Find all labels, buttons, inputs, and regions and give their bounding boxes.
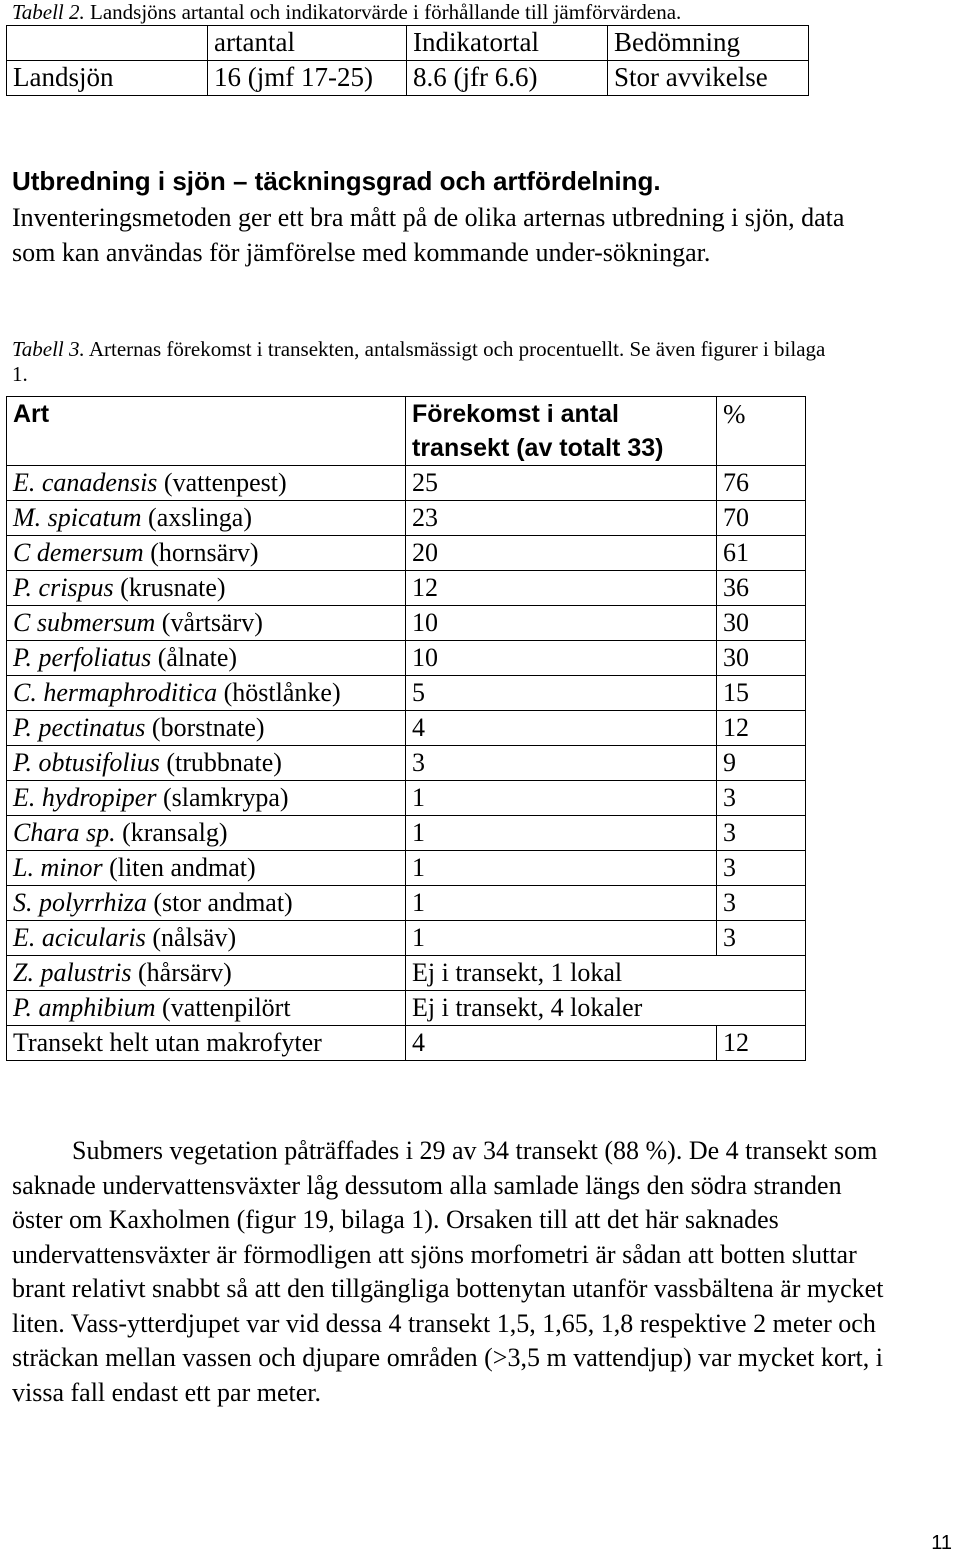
species-cell: [7, 991, 406, 1026]
species-name: C. hermaphroditica: [13, 678, 218, 707]
common-name: (stor andmat): [146, 888, 293, 917]
species-cell: [7, 466, 406, 501]
header-art: Art: [7, 397, 406, 466]
count-cell: 4: [406, 1026, 717, 1061]
caption-text: Landsjöns artantal och indikatorvärde i förhållande till jämförvärdena.: [84, 0, 682, 24]
table-row: [7, 816, 806, 851]
species-name: P. crispus: [13, 573, 114, 602]
species-cell: [7, 501, 406, 536]
common-name: (vattenpest): [157, 468, 287, 497]
header-cell: Indikatortal: [407, 26, 608, 61]
table-row: [7, 851, 806, 886]
common-name: (höstlånke): [217, 678, 341, 707]
count-cell: 3: [406, 746, 717, 781]
header-count: [406, 397, 717, 466]
common-name: (hornsärv): [143, 538, 259, 567]
pct-cell: 3: [717, 921, 806, 956]
table-2: [6, 25, 809, 96]
table-cell: Stor avvikelse: [608, 61, 809, 96]
pct-cell: 12: [717, 1026, 806, 1061]
count-cell: 25: [406, 466, 717, 501]
table-3: [6, 396, 806, 1061]
table-header-row: [7, 397, 806, 466]
table-row: [7, 781, 806, 816]
page-number: 11: [931, 1532, 952, 1554]
header-count-line2: transekt (av totalt 33): [412, 434, 664, 462]
pct-cell: 3: [717, 886, 806, 921]
count-cell: 4: [406, 711, 717, 746]
count-cell: 10: [406, 641, 717, 676]
pct-cell: 30: [717, 606, 806, 641]
species-name: C submersum: [13, 608, 156, 637]
header-pct: %: [717, 397, 806, 466]
common-name: (borstnate): [145, 713, 265, 742]
species-name: P. perfoliatus: [13, 643, 152, 672]
pct-cell: 36: [717, 571, 806, 606]
species-cell: [7, 746, 406, 781]
table-cell: 8.6 (jfr 6.6): [407, 61, 608, 96]
common-name: (liten andmat): [102, 853, 256, 882]
table-row: [7, 1026, 806, 1061]
species-cell: [7, 641, 406, 676]
species-cell: [7, 571, 406, 606]
common-name: (hårsärv): [131, 958, 232, 987]
pct-cell: 9: [717, 746, 806, 781]
common-name: (ålnate): [151, 643, 238, 672]
count-cell: 1: [406, 816, 717, 851]
species-name: C demersum: [13, 538, 144, 567]
species-cell: [7, 816, 406, 851]
pct-cell: 15: [717, 676, 806, 711]
species-cell: [7, 851, 406, 886]
species-cell: [7, 921, 406, 956]
table-row: [7, 501, 806, 536]
count-cell: 23: [406, 501, 717, 536]
header-cell: artantal: [208, 26, 407, 61]
header-count-line1: Förekomst i antal: [412, 400, 619, 428]
table-row: [7, 711, 806, 746]
section-heading: Utbredning i sjön – täckningsgrad och artfördelning.: [12, 166, 661, 196]
table-row: [7, 61, 809, 96]
caption-label: Tabell 2.: [12, 0, 85, 24]
header-cell: Bedömning: [608, 26, 809, 61]
count-cell: 20: [406, 536, 717, 571]
table-row: [7, 466, 806, 501]
species-cell: [7, 781, 406, 816]
species-name: P. pectinatus: [13, 713, 146, 742]
table-cell: 16 (jmf 17-25): [208, 61, 407, 96]
table-2-caption: [12, 0, 681, 25]
pct-cell: 3: [717, 816, 806, 851]
species-cell: [7, 956, 406, 991]
table-row: [7, 886, 806, 921]
common-name: (trubbnate): [159, 748, 282, 777]
note-cell: Ej i transekt, 1 lokal: [406, 956, 806, 991]
count-cell: 10: [406, 606, 717, 641]
table-row: [7, 991, 806, 1026]
pct-cell: 30: [717, 641, 806, 676]
caption-text: Arternas förekomst i transekten, antalsmässigt och procentuellt. Se även figurer i bilaga 1.: [12, 337, 826, 386]
pct-cell: 61: [717, 536, 806, 571]
species-cell: [7, 606, 406, 641]
species-name: E. acicularis: [13, 923, 146, 952]
caption-label: Tabell 3.: [12, 337, 85, 361]
common-name: (vattenpilört: [155, 993, 291, 1022]
count-cell: 1: [406, 886, 717, 921]
species-name: M. spicatum: [13, 503, 142, 532]
species-cell: [7, 711, 406, 746]
table-row: [7, 536, 806, 571]
species-name: S. polyrrhiza: [13, 888, 147, 917]
label-cell: Transekt helt utan makrofyter: [7, 1026, 406, 1061]
table-row: [7, 921, 806, 956]
pct-cell: 12: [717, 711, 806, 746]
common-name: (kransalg): [115, 818, 228, 847]
table-row: [7, 746, 806, 781]
species-name: L. minor: [13, 853, 103, 882]
common-name: (nålsäv): [145, 923, 237, 952]
species-cell: [7, 886, 406, 921]
species-cell: [7, 676, 406, 711]
species-name: E. canadensis: [13, 468, 158, 497]
pct-cell: 76: [717, 466, 806, 501]
section-body: Inventeringsmetoden ger ett bra mått på de olika arternas utbredning i sjön, data som kan användas för jämförelse med kommande under-sökningar.: [12, 203, 845, 267]
count-cell: 1: [406, 781, 717, 816]
table-row: [7, 606, 806, 641]
header-cell: [7, 26, 208, 61]
table-header-row: [7, 26, 809, 61]
table-cell: Landsjön: [7, 61, 208, 96]
count-cell: 1: [406, 851, 717, 886]
species-name: E. hydropiper: [13, 783, 157, 812]
pct-cell: 3: [717, 851, 806, 886]
table-3-caption: [12, 337, 842, 387]
common-name: (krusnate): [113, 573, 226, 602]
pct-cell: 70: [717, 501, 806, 536]
table-row: [7, 956, 806, 991]
table-row: [7, 571, 806, 606]
species-name: Chara sp.: [13, 818, 116, 847]
pct-cell: 3: [717, 781, 806, 816]
table-row: [7, 676, 806, 711]
common-name: (vårtsärv): [155, 608, 263, 637]
table-row: [7, 641, 806, 676]
common-name: (slamkrypa): [156, 783, 289, 812]
species-name: P. obtusifolius: [13, 748, 160, 777]
species-name: P. amphibium: [13, 993, 156, 1022]
note-cell: Ej i transekt, 4 lokaler: [406, 991, 806, 1026]
species-cell: [7, 536, 406, 571]
common-name: (axslinga): [141, 503, 253, 532]
count-cell: 1: [406, 921, 717, 956]
species-name: Z. palustris: [13, 958, 132, 987]
count-cell: 12: [406, 571, 717, 606]
body-paragraph: Submers vegetation påträffades i 29 av 34 transekt (88 %). De 4 transekt som saknade undervattensväxter låg dessutom alla samlade längs den södra stranden öster om Kaxholmen (figur 19, bilaga 1). Orsaken till att det här saknades undervattensväxter är förmodligen att sjöns morfometri är sådan att botten sluttar brant relativt snabbt så att den tillgängliga bottenytan utanför vassbältena är mycket liten. Vass-ytterdjupet var vid dessa 4 transekt 1,5, 1,65, 1,8 respektive 2 meter och sträckan mellan vassen och djupare områden (>3,5 m vattendjup) var mycket kort, i vissa fall endast ett par meter.: [12, 1136, 884, 1407]
count-cell: 5: [406, 676, 717, 711]
